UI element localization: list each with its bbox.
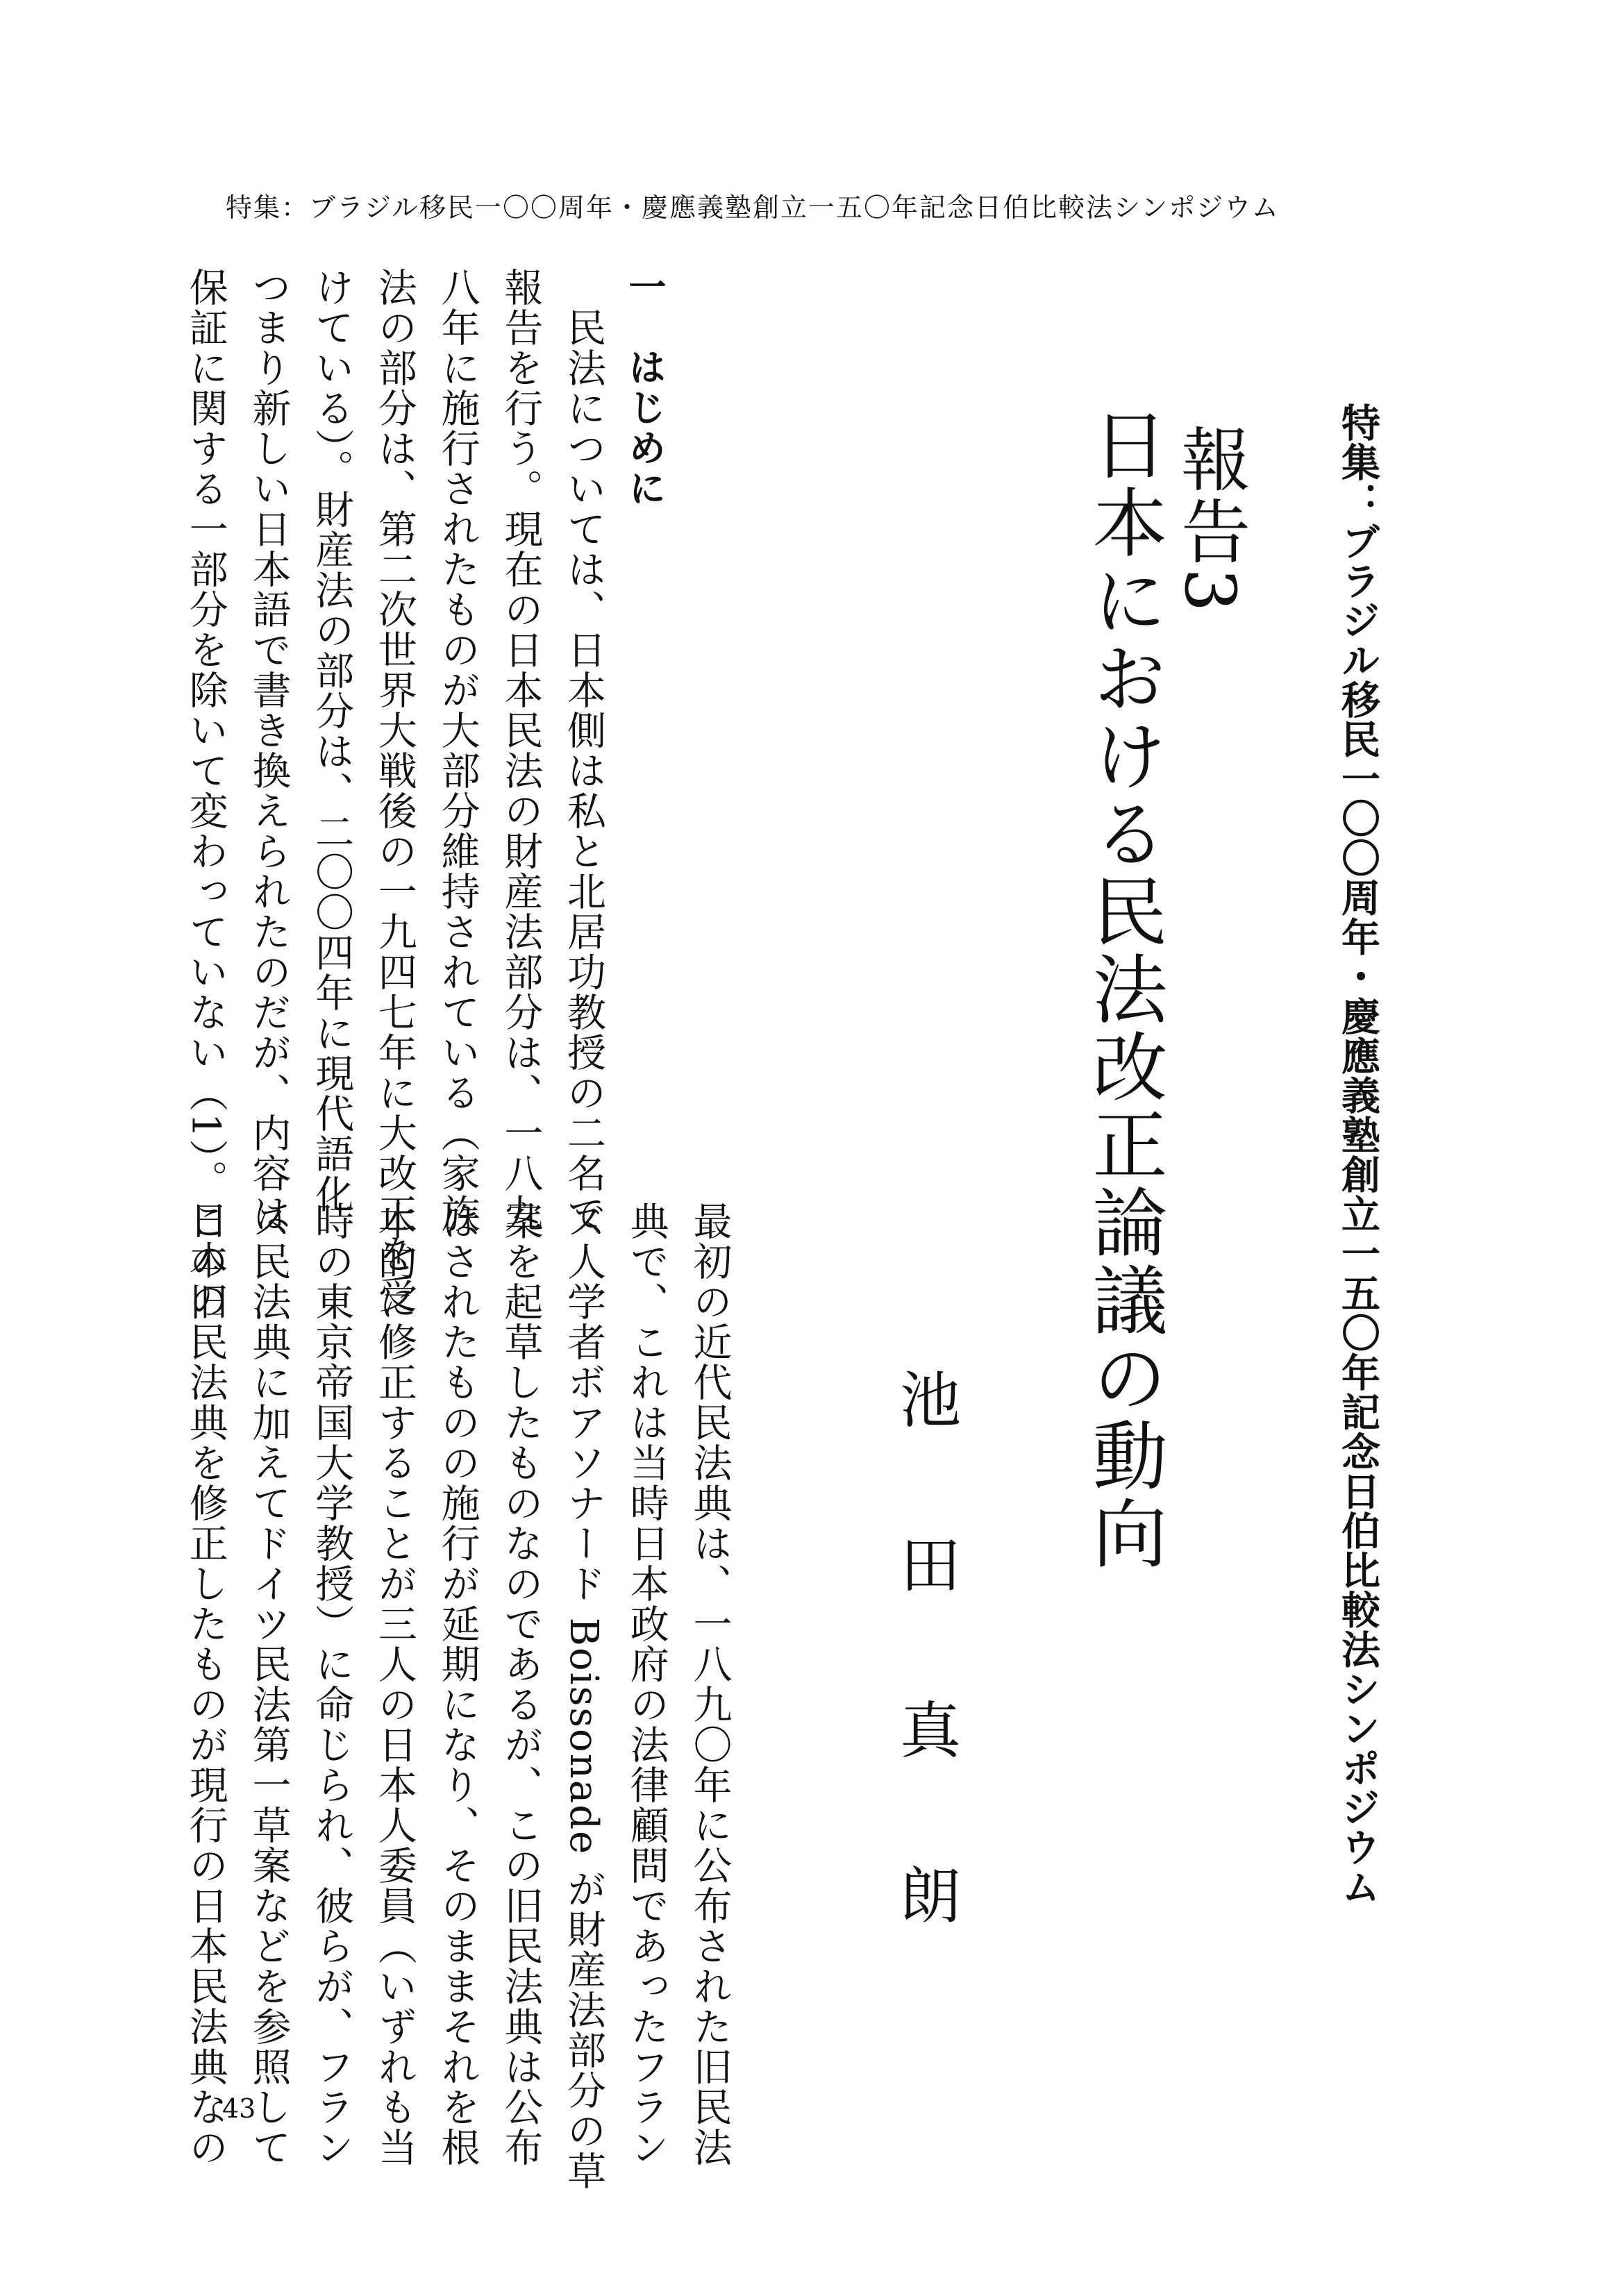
article-title: 日本における民法改正論議の動向: [1080, 406, 1167, 1573]
section-heading: 一 はじめに: [623, 267, 667, 509]
running-header: 特集：ブラジル移民一〇〇周年・慶應義塾創立一五〇年記念日伯比較法シンポジウム: [226, 192, 1280, 223]
page-number: 43: [222, 2093, 256, 2124]
report-label: 報告3: [1169, 424, 1251, 615]
upper-column-text: 民法については、日本側は私と北居功教授の二名で 報告を行う。現在の日本民法の財産法部分は、一八九 八年に施行されたものが大部分維持されている（家族 法の部分は、第二次世界大戦後の一九四七年に大改正を受 けている）。財産法の部分は、二〇〇四年に現代語化 つまり新しい日本語で書き換えられたのだが、内容は 保証に関する一部分を除いて変わっていない（1）。日本の: [183, 267, 607, 1321]
lower-column-text: 最初の近代民法典は、一八九〇年に公布された旧民法 典で、これは当時日本政府の法律顧問であったフラン ス人学者ボアソナード Boissonade が財産法部分の草 案を起草したものなのであるが、この旧民法典は公布 はされたものの施行が延期になり、そのままそれを根 本的に修正することが三人の日本人委員（いずれも当 時の東京帝国大学教授）に命じられ、彼らが、フラン ス民法典に加えてドイツ民法第一草案などを参照して この旧民法典を修正したものが現行の日本民法典なの: [183, 1201, 733, 2192]
author-name: 池田真朗: [890, 1368, 962, 2029]
feature-title: 特集：ブラジル移民一〇〇周年・慶應義塾創立一五〇年記念日伯比較法シンポジウム: [1335, 403, 1380, 1907]
